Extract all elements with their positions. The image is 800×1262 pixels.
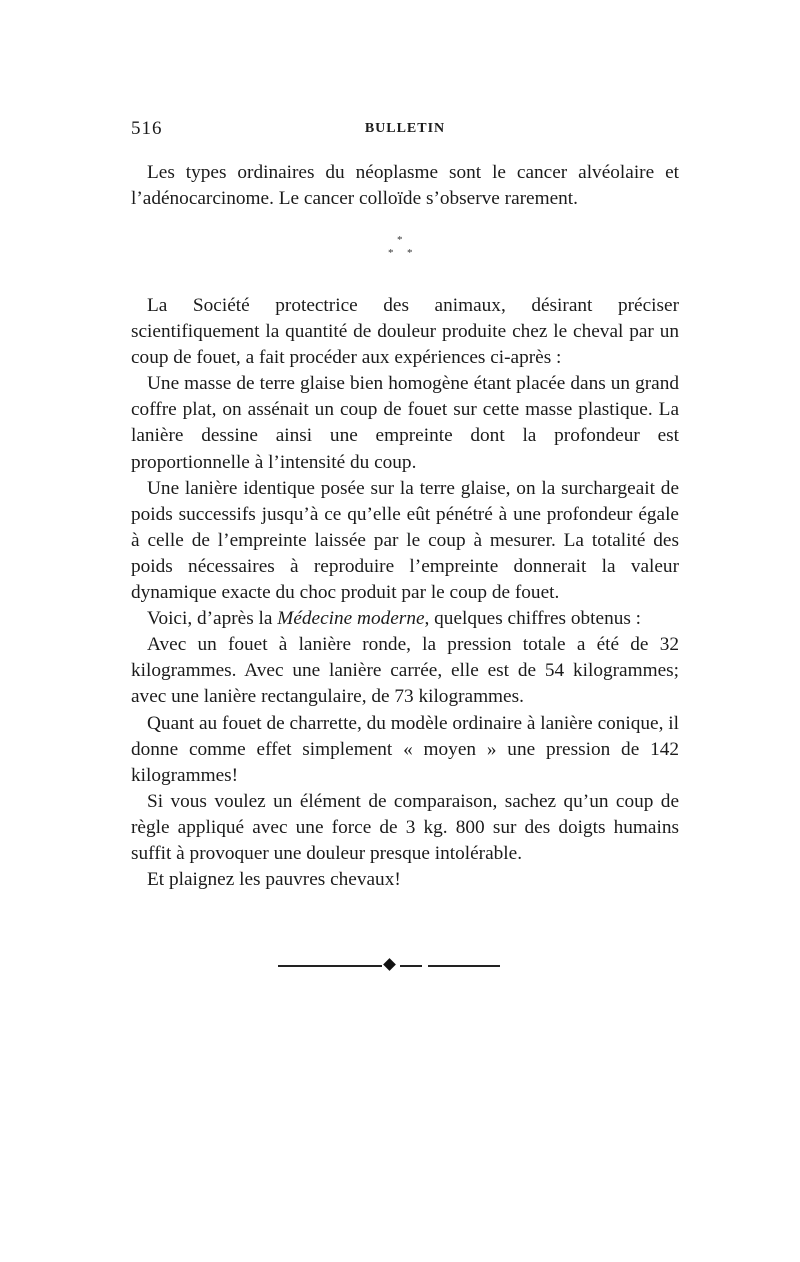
article-paragraph-4 xyxy=(131,606,679,632)
rule-line-middle xyxy=(400,965,422,967)
diamond-ornament-icon xyxy=(383,958,396,971)
article-paragraph-1: La Société protectrice des animaux, désirant préciser scientifiquement la quantité de douleur produite chez le cheval par un coup de fouet, a fait procéder aux expériences ci-après : xyxy=(131,295,679,369)
intro-section xyxy=(131,160,679,212)
paragraph-4-tail: , quelques chiffres obtenus : xyxy=(424,608,642,630)
article-paragraph-3: Une lanière identique posée sur la terre glaise, on la surchargeait de poids successifs jusqu’à ce qu’elle eût pénétré à une profondeur égale à celle de l’empreinte laissée par le coup à mesurer. La totalité des poids nécessaires à reproduire l’empreinte donnerait la valeur dynamique exacte du choc produit par le coup de fouet. xyxy=(131,477,679,604)
article-paragraph-5: Avec un fouet à lanière ronde, la pression totale a été de 32 kilogrammes. Avec une lanière carrée, elle est de 54 kilogrammes; avec une lanière rectangulaire, de 73 kilogrammes. xyxy=(131,634,679,708)
asterism-star-top: * xyxy=(397,234,403,246)
asterism-star-left: * xyxy=(388,247,394,259)
intro-paragraph: Les types ordinaires du néoplasme sont le cancer alvéolaire et l’adénocarcinome. Le cancer colloïde s’observe rarement. xyxy=(131,162,679,210)
article-section xyxy=(131,293,679,893)
asterism-star-right: * xyxy=(407,247,413,259)
article-paragraph-6: Quant au fouet de charrette, du modèle ordinaire à lanière conique, il donne comme effet simplement « moyen » une pression de 142 kilogrammes! xyxy=(131,712,679,786)
asterism-separator xyxy=(380,234,420,264)
rule-line-right xyxy=(428,965,500,967)
article-paragraph-8: Et plaignez les pauvres chevaux! xyxy=(147,869,401,891)
end-ornament-rule xyxy=(278,955,500,975)
article-paragraph-2: Une masse de terre glaise bien homogène étant placée dans un grand coffre plat, on assénait un coup de fouet sur cette masse plastique. La lanière dessine ainsi une empreinte dont la profondeur est proportionnelle à l’intensité du coup. xyxy=(131,373,679,473)
page-header xyxy=(131,118,679,144)
running-title: BULLETIN xyxy=(364,121,446,136)
journal-title-italic: Médecine moderne xyxy=(277,608,425,630)
page-number: 516 xyxy=(131,118,163,139)
rule-line-left xyxy=(278,965,382,967)
paragraph-4-lead: Voici, d’après la xyxy=(147,608,278,630)
article-paragraph-7: Si vous voulez un élément de comparaison, sachez qu’un coup de règle appliqué avec une force de 3 kg. 800 sur des doigts humains suffit à provoquer une douleur presque intolérable. xyxy=(131,790,679,864)
